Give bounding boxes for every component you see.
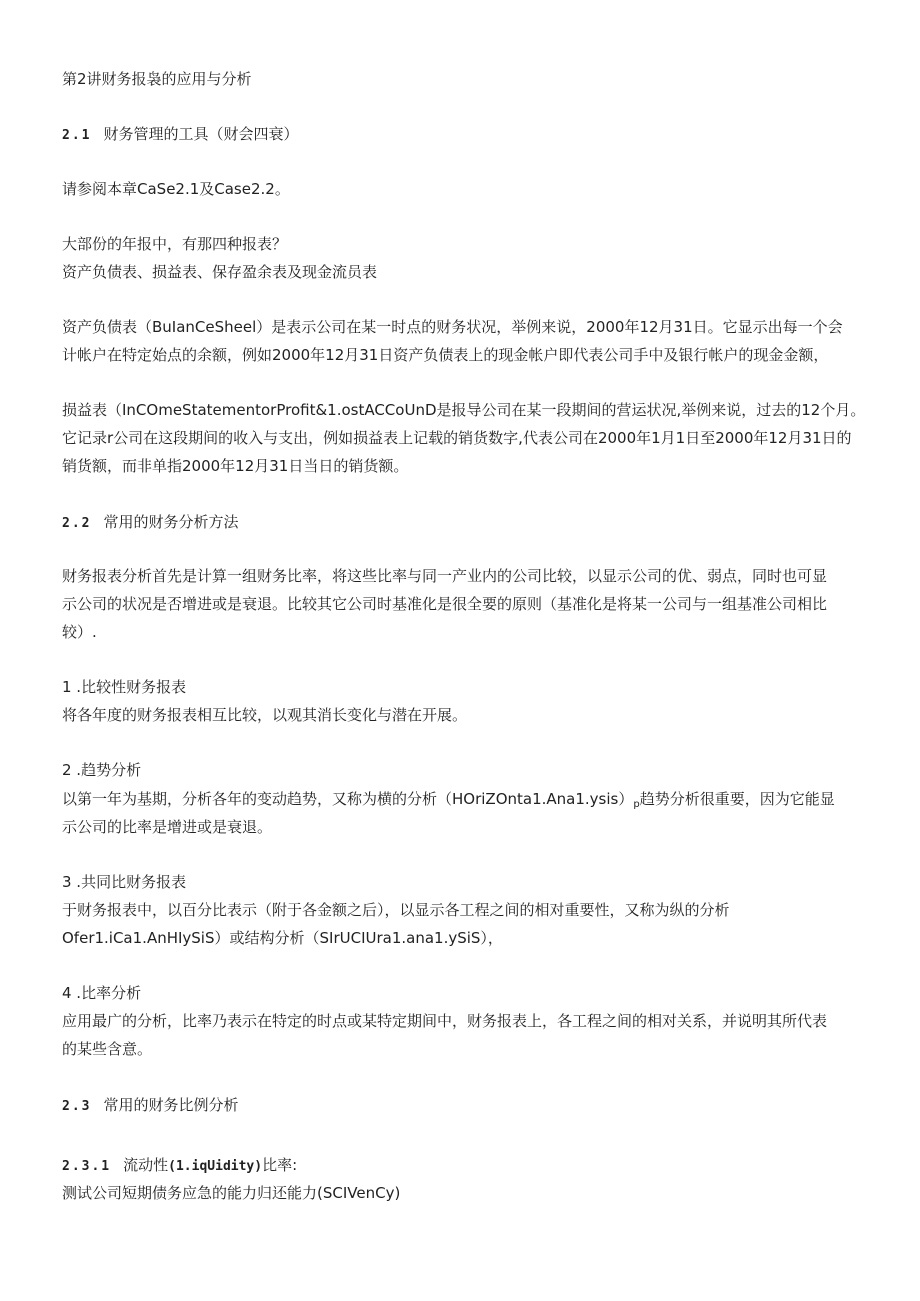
section-2-3-heading	[62, 1095, 239, 1117]
method-3-body: 于财务报表中，以百分比表示（附于各金额之后），以显示各工程之间的相对重要性，又称为纵的分析	[62, 901, 730, 919]
analysis-intro-line: 示公司的状况是否增进或是衰退。比较其它公司时基准化是很全要的原则（基准化是将某一公司与一组基准公司相比	[62, 595, 828, 613]
method-2-body	[62, 789, 835, 815]
section-2-1-heading	[62, 124, 299, 146]
analysis-intro-line: 较）.	[62, 623, 97, 641]
four-statements-answer: 资产负债表、损益表、保存盈余表及现金流员表	[62, 263, 378, 281]
method-4-body: 的某些含意。	[62, 1040, 153, 1058]
section-2-1-title: 财务管理的工具（财会四衰）	[103, 125, 299, 143]
analysis-intro-line: 财务报表分析首先是计算一组财务比率，将这些比率与同一产业内的公司比较，以显示公司的优、弱点，同时也可显	[62, 567, 828, 585]
section-2-2-title: 常用的财务分析方法	[103, 513, 239, 531]
four-statements-question: 大部份的年报中，有那四种报表？	[62, 235, 288, 253]
case-reference: 请参阅本章CaSe2.1及Case2.2。	[62, 180, 290, 198]
section-2-1-number: 2.1	[62, 128, 92, 143]
method-4-heading: 4 .比率分析	[62, 984, 142, 1002]
method-3-body: Ofer1.iCa1.AnHIySiS）或结构分析（SIrUCIUra1.ana1.ySiS），	[62, 929, 503, 947]
section-2-3-1-title-suffix: 比率:	[262, 1156, 298, 1174]
section-2-3-title: 常用的财务比例分析	[103, 1096, 239, 1114]
liquidity-description: 测试公司短期债务应急的能力归还能力(SCIVenCy)	[62, 1184, 401, 1202]
income-statement-line: 销货额，而非单指2000年12月31日当日的销货额。	[62, 457, 409, 475]
method-2-subscript: p	[633, 799, 640, 810]
method-2-body-text: 趋势分析很重要，因为它能显	[639, 790, 835, 808]
income-statement-line: 它记录r公司在这段期间的收入与支出，例如损益表上记载的销货数字,代表公司在2000年1月1日至2000年12月31日的	[62, 429, 852, 447]
method-1-body: 将各年度的财务报表相互比较，以观其消长变化与潜在开展。	[62, 706, 468, 724]
income-statement-line: 损益表（InCOmeStatementorProfit&1.ostACCoUnD是报导公司在某一段期间的营运状况,举例来说，过去的12个月。	[62, 401, 866, 419]
method-2-heading: 2 .趋势分析	[62, 761, 142, 779]
balance-sheet-line: 计帐户在特定始点的余额，例如2000年12月31日资产负债表上的现金帐户即代表公司手中及银行帐户的现金金额，	[62, 346, 829, 364]
section-2-3-1-term: (1.iqUidity)	[168, 1159, 263, 1174]
section-2-2-heading	[62, 512, 239, 534]
method-2-body: 示公司的比率是增进或是衰退。	[62, 818, 273, 836]
method-2-body-text: 以第一年为基期，分析各年的变动趋势，又称为横的分析（HOriZOnta1.Ana1.ysis）	[62, 790, 634, 808]
section-2-3-number: 2.3	[62, 1099, 92, 1114]
section-2-3-1-title: 流动性	[123, 1156, 169, 1174]
section-2-3-1-heading	[62, 1155, 297, 1177]
method-4-body: 应用最广的分析，比率乃表示在特定的时点或某特定期间中，财务报表上，各工程之间的相对关系，并说明其所代表	[62, 1012, 828, 1030]
section-2-2-number: 2.2	[62, 516, 92, 531]
section-2-3-1-number: 2.3.1	[62, 1159, 112, 1174]
method-3-heading: 3 .共同比财务报表	[62, 873, 187, 891]
method-1-heading: 1 .比较性财务报表	[62, 678, 187, 696]
balance-sheet-line: 资产负债表（BuIanCeSheel）是表示公司在某一时点的财务状况，举例来说，2000年12月31日。它显示出每一个会	[62, 318, 843, 336]
lecture-title: 第2讲财务报袅的应用与分析	[62, 70, 252, 88]
